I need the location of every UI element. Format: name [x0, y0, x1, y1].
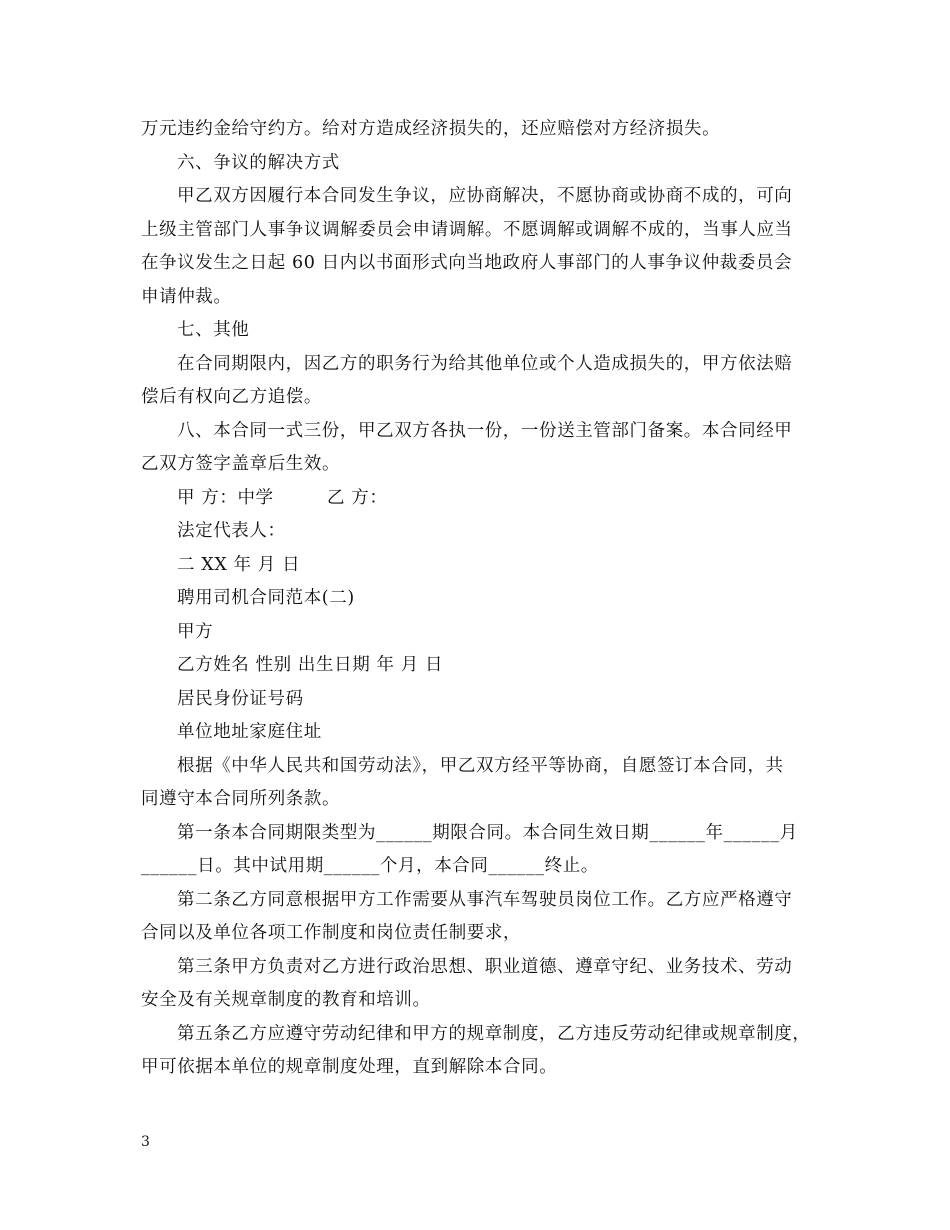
paragraph-line: 聘用司机合同范本(二): [177, 588, 355, 608]
text-block-bottom: [141, 515, 813, 1085]
signature-row: [141, 482, 813, 516]
paragraph-line: 合同以及单位各项工作制度和岗位责任制要求，: [141, 923, 522, 943]
paragraph-line: 万元违约金给守约方。给对方造成经济损失的，还应赔偿对方经济损失。: [141, 119, 721, 139]
paragraph-line: 甲方: [177, 621, 214, 642]
paragraph-line: 偿后有权向乙方追偿。: [141, 387, 322, 407]
paragraph-line: 第三条甲方负责对乙方进行政治思想、职业道德、遵章守纪、业务技术、劳动: [177, 956, 793, 977]
paragraph-line: 同遵守本合同所列条款。: [141, 789, 341, 809]
paragraph-line: 甲乙双方因履行本合同发生争议，应协商解决，不愿协商或协商不成的，可向: [177, 186, 793, 206]
paragraph-line: 甲可依据本单位的规章制度处理，直到解除本合同。: [141, 1057, 558, 1077]
party-a-label: 甲 方：中学: [177, 487, 274, 508]
paragraph-line: 上级主管部门人事争议调解委员会申请调解。不愿调解或调解不成的，当事人应当: [141, 219, 793, 240]
paragraph-line: 乙方姓名 性别 出生日期 年 月 日: [177, 655, 444, 675]
paragraph-line: 安全及有关规章制度的教育和培训。: [141, 990, 431, 1010]
paragraph-line: 在争议发生之日起 60 日内以书面形式向当地政府人事部门的人事争议仲裁委员会: [141, 253, 793, 273]
paragraph-line: 六、争议的解决方式: [177, 152, 340, 173]
paragraph-line: 第五条乙方应遵守劳动纪律和甲方的规章制度，乙方违反劳动纪律或规章制度，: [177, 1023, 811, 1044]
paragraph-line: ______日。其中试用期______个月，本合同______终止。: [141, 856, 599, 876]
paragraph-line: 居民身份证号码: [177, 688, 304, 709]
paragraph-line: 根据《中华人民共和国劳动法》，甲乙双方经平等协商，自愿签订本合同，共: [177, 755, 784, 776]
paragraph-line: 八、本合同一式三份，甲乙双方各执一份，一份送主管部门备案。本合同经甲: [177, 420, 793, 441]
paragraph-line: 申请仲裁。: [141, 286, 232, 307]
document-body: [141, 113, 813, 1085]
paragraph-line: 七、其他: [177, 320, 250, 340]
page-number: 3: [141, 1134, 150, 1150]
paragraph-line: 法定代表人：: [177, 521, 286, 541]
paragraph-line: 二 XX 年 月 日: [177, 554, 301, 575]
paragraph-line: 第二条乙方同意根据甲方工作需要从事汽车驾驶员岗位工作。乙方应严格遵守: [177, 889, 793, 910]
party-b-label: 乙 方：: [327, 487, 388, 508]
paragraph-line: 单位地址家庭住址: [177, 722, 322, 742]
paragraph-line: 乙双方签字盖章后生效。: [141, 454, 341, 474]
text-block-top: [141, 113, 813, 482]
paragraph-line: 在合同期限内，因乙方的职务行为给其他单位或个人造成损失的，甲方依法赔: [177, 353, 793, 374]
paragraph-line: 第一条本合同期限类型为______期限合同。本合同生效日期______年______月: [177, 822, 798, 843]
